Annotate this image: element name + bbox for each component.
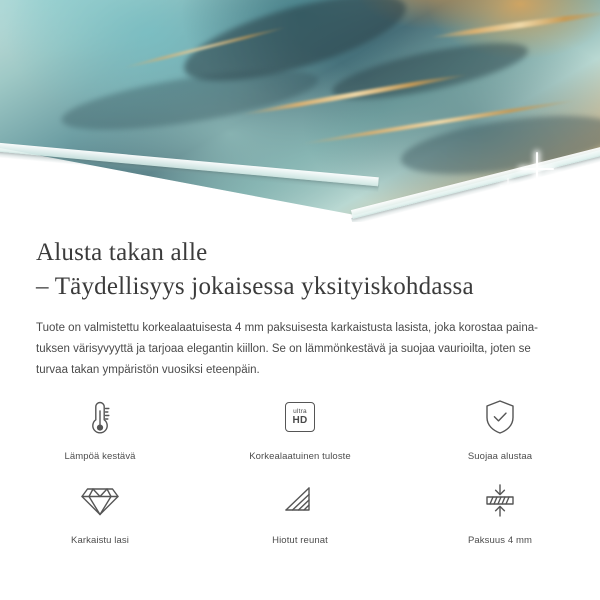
body-line-1: Tuote on valmistettu korkealaatuisesta 4 mm paksuisesta karkaistusta lasista, joka korostaa paina- xyxy=(36,322,538,334)
content-block xyxy=(0,222,600,381)
feature-item-polished-edges xyxy=(210,479,390,546)
body-line-2: tuksen värisyvyyttä ja tarjoaa elegantin kiillon. Se on lämmönkestävä ja suojaa vaurioilta, joten se xyxy=(36,343,531,355)
feature-item-protects-surface xyxy=(410,395,590,462)
thermometer-icon xyxy=(83,395,117,439)
feature-item-tempered-glass xyxy=(10,479,190,546)
body-line-3: turvaa takan ympäristön vuosiksi eteenpäin. xyxy=(36,364,260,376)
headline-line-1: Alusta takan alle xyxy=(36,239,208,266)
feature-item-heat-resistant xyxy=(10,395,190,462)
ultra-hd-badge-bottom: HD xyxy=(292,415,308,426)
feature-label: Lämpöä kestävä xyxy=(64,451,136,462)
glass-panel-artwork xyxy=(0,0,600,222)
headline-line-2: – Täydellisyys jokaisessa yksityiskohdassa xyxy=(36,273,474,300)
diamond-icon xyxy=(80,479,120,523)
feature-item-thickness xyxy=(410,479,590,546)
body-paragraph xyxy=(0,304,600,381)
sparkle-icon xyxy=(548,172,570,194)
ultra-hd-icon xyxy=(285,395,315,439)
hero-image xyxy=(0,0,600,222)
feature-item-high-quality-print xyxy=(210,395,390,462)
feature-label: Karkaistu lasi xyxy=(71,535,129,546)
ultra-hd-badge-top: ultra xyxy=(293,408,307,415)
page-title xyxy=(0,222,600,304)
shield-check-icon xyxy=(482,395,518,439)
feature-label: Paksuus 4 mm xyxy=(467,535,533,546)
feature-label: Hiotut reunat xyxy=(272,535,328,546)
feature-label: Korkealaatuinen tuloste xyxy=(249,451,351,462)
thickness-icon xyxy=(481,479,519,523)
polished-edges-icon xyxy=(282,479,318,523)
feature-grid xyxy=(0,395,600,563)
feature-label: Suojaa alustaa xyxy=(467,451,533,462)
